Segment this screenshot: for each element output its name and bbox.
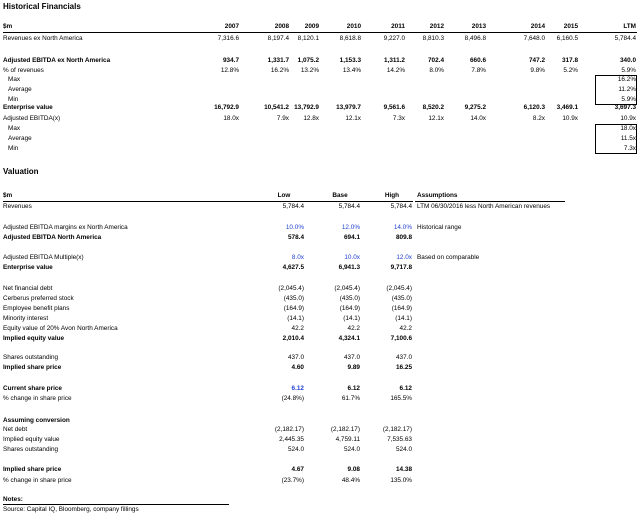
val-col-header: High [384, 192, 400, 199]
val-row-label: Adjusted EBITDA North America [3, 234, 102, 241]
hist-value: 5.2% [563, 67, 578, 74]
val-value: 809.8 [396, 234, 412, 241]
val-row-label: Adjusted EBITDA margins ex North America [3, 224, 128, 231]
stat-value: 18.0x [620, 125, 636, 132]
val-value: 437.0 [288, 354, 304, 361]
val-value: 135.0% [390, 477, 412, 484]
hist-value: 10.9x [562, 115, 578, 122]
val-value: 42.2 [347, 325, 360, 332]
val-value: (164.9) [283, 305, 304, 312]
val-value: 2,445.35 [279, 436, 304, 443]
val-value: (164.9) [391, 305, 412, 312]
hist-value: 16,792.9 [214, 104, 239, 111]
hist-value: 7.9x [276, 115, 289, 122]
val-value: (23.7%) [281, 477, 304, 484]
year-header: 2007 [224, 23, 239, 30]
val-value: 42.2 [291, 325, 304, 332]
val-value: (14.1) [343, 315, 360, 322]
stat-label: Max [8, 125, 21, 132]
valuation-title: Valuation [3, 167, 39, 176]
val-value: (24.8%) [281, 395, 304, 402]
val-value: 12.0% [341, 224, 360, 231]
val-value: 4,759.11 [335, 436, 360, 443]
val-value: 437.0 [344, 354, 360, 361]
val-value: 5,784.4 [282, 203, 304, 210]
assumption-text: Based on comparable [417, 254, 480, 261]
hist-value: 8,197.4 [267, 35, 289, 42]
val-value: 10.0x [344, 254, 360, 261]
hist-row-label: Revenues ex North America [3, 35, 83, 42]
val-value: 7,100.6 [390, 335, 412, 342]
notes-rule [3, 504, 229, 505]
val-value: 9.08 [347, 466, 360, 473]
year-header: 2014 [530, 23, 545, 30]
assuming-conversion-label: Assuming conversion [3, 417, 70, 424]
val-row-label: Shares outstanding [3, 446, 59, 453]
year-header: 2011 [391, 23, 405, 30]
stat-label: Min [8, 96, 19, 103]
hist-value: 12.8% [220, 67, 239, 74]
hist-value: 1,311.2 [384, 57, 405, 64]
hist-value: 12.8x [303, 115, 319, 122]
hist-value: 8,520.2 [422, 104, 444, 111]
hist-value: 9,227.0 [383, 35, 405, 42]
val-row-label: Shares outstanding [3, 354, 59, 361]
val-header-rule [3, 201, 413, 202]
hist-value: 7.3x [392, 115, 405, 122]
val-value: 4.67 [291, 466, 304, 473]
hist-value: 8.0% [429, 67, 444, 74]
hist-value: 13,792.9 [294, 104, 319, 111]
year-header: 2010 [346, 23, 361, 30]
stat-value: 11.5x [620, 135, 636, 142]
val-row-label: Net debt [3, 426, 28, 433]
hist-value: 13.2% [300, 67, 319, 74]
val-value: 10.0% [285, 224, 304, 231]
year-header: 2012 [429, 23, 444, 30]
val-value: 48.4% [341, 477, 360, 484]
hist-value: 9,561.6 [383, 104, 405, 111]
hist-value: 12.1x [428, 115, 444, 122]
val-value: 7,535.63 [387, 436, 412, 443]
val-row-label: Adjusted EBITDA Multiple(x) [3, 254, 84, 261]
val-value: 4,627.5 [282, 264, 304, 271]
notes-title: Notes: [3, 496, 23, 503]
val-value: (14.1) [287, 315, 304, 322]
val-value: (435.0) [339, 295, 360, 302]
hist-value: 14.0x [470, 115, 486, 122]
val-value: 5,784.4 [338, 203, 360, 210]
val-value: 165.5% [390, 395, 412, 402]
val-value: 524.0 [288, 446, 304, 453]
hist-row-label: Adjusted EBITDA(x) [3, 115, 61, 122]
year-header: 2013 [471, 23, 486, 30]
hist-value: 16.2% [270, 67, 289, 74]
hist-value: 5.9% [621, 67, 636, 74]
val-value: 9.89 [347, 364, 360, 371]
val-row-label: % change in share price [3, 395, 72, 402]
val-row-label: Revenues [3, 203, 32, 210]
year-header: 2015 [563, 23, 578, 30]
stat-label: Max [8, 76, 21, 83]
assumption-text: Historical range [417, 224, 462, 231]
stat-label: Average [8, 86, 32, 93]
stat-value: 16.2% [617, 76, 636, 83]
hist-value: 8,120.1 [297, 35, 319, 42]
hist-value: 12.1x [345, 115, 361, 122]
hist-value: 6,120.3 [523, 104, 545, 111]
hist-value: 934.7 [223, 57, 239, 64]
hist-row-label: Enterprise value [3, 104, 53, 111]
assumption-text: LTM 06/30/2016 less North American revenues [417, 203, 551, 210]
stat-label: Min [8, 145, 19, 152]
hist-value: 5,784.4 [614, 35, 636, 42]
hist-value: 702.4 [428, 57, 444, 64]
margin-stats-box [595, 75, 637, 105]
hist-value: 1,153.3 [339, 57, 361, 64]
hist-row-label: % of revenues [3, 67, 44, 74]
stat-value: 11.2% [618, 86, 636, 93]
val-value: (164.9) [339, 305, 360, 312]
val-value: 14.0% [393, 224, 412, 231]
hist-value: 8.2x [532, 115, 545, 122]
hist-row-label: Adjusted EBITDA ex North America [3, 57, 111, 64]
hist-unit: $m [3, 23, 13, 30]
val-row-label: Implied share price [3, 466, 62, 473]
val-row-label: Cerberus preferred stock [3, 295, 74, 302]
val-col-header: Low [277, 192, 291, 199]
val-value: (14.1) [395, 315, 412, 322]
val-row-label: Net financial debt [3, 285, 53, 292]
stat-label: Average [8, 135, 32, 142]
val-row-label: Employee benefit plans [3, 305, 70, 312]
hist-value: 6,160.5 [556, 35, 578, 42]
stat-value: 5.9% [621, 96, 636, 103]
hist-value: 1,331.7 [267, 57, 289, 64]
val-row-label: Implied share price [3, 364, 62, 371]
year-header: 2009 [304, 23, 319, 30]
val-value: (2,182.17) [274, 426, 304, 433]
val-value: 6.12 [291, 385, 304, 392]
val-row-label: Current share price [3, 385, 62, 392]
val-value: 42.2 [399, 325, 412, 332]
hist-value: 9,275.2 [464, 104, 486, 111]
hist-value: 13.4% [342, 67, 361, 74]
hist-value: 317.8 [562, 57, 578, 64]
hist-value: 3,469.1 [556, 104, 578, 111]
val-row-label: Minority interest [3, 315, 49, 322]
year-header: 2008 [274, 23, 289, 30]
hist-value: 747.2 [529, 57, 545, 64]
hist-value: 9.8% [530, 67, 545, 74]
val-value: (2,182.17) [330, 426, 360, 433]
val-value: 694.1 [344, 234, 360, 241]
hist-value: 8,618.8 [339, 35, 361, 42]
hist-value: 8,496.8 [464, 35, 486, 42]
val-value: (435.0) [391, 295, 412, 302]
hist-value: 7.8% [471, 67, 486, 74]
hist-value: 8,810.3 [422, 35, 444, 42]
assumptions-header: Assumptions [417, 192, 458, 199]
hist-value: 1,075.2 [297, 57, 319, 64]
val-value: 9,717.8 [390, 264, 412, 271]
hist-value: 14.2% [386, 67, 405, 74]
val-col-header: Base [332, 192, 348, 199]
hist-header-rule [3, 32, 637, 33]
val-row-label: Equity value of 20% Avon North America [3, 325, 118, 332]
hist-value: 3,697.3 [614, 104, 636, 111]
val-value: (2,045.4) [334, 285, 360, 292]
hist-value: 18.0x [223, 115, 239, 122]
hist-value: 10,541.2 [264, 104, 289, 111]
val-row-label: % change in share price [3, 477, 72, 484]
val-value: (2,045.4) [386, 285, 412, 292]
hist-value: 7,316.6 [217, 35, 239, 42]
val-value: (435.0) [283, 295, 304, 302]
val-value: 5,784.4 [390, 203, 412, 210]
val-value: 4,324.1 [338, 335, 360, 342]
val-row-label: Implied equity value [3, 436, 60, 443]
multiple-stats-box [595, 124, 637, 154]
val-value: 61.7% [341, 395, 360, 402]
val-value: 524.0 [344, 446, 360, 453]
hist-value: 7,648.0 [523, 35, 545, 42]
val-value: 6.12 [399, 385, 412, 392]
val-value: 578.4 [288, 234, 304, 241]
val-row-label: Implied equity value [3, 335, 65, 342]
val-value: 2,010.4 [282, 335, 304, 342]
historical-title: Historical Financials [3, 2, 81, 11]
val-value: (2,182.17) [382, 426, 412, 433]
val-value: (2,045.4) [278, 285, 304, 292]
val-value: 16.25 [396, 364, 412, 371]
source-text: Source: Capital IQ, Bloomberg, company fillings [3, 506, 139, 513]
val-value: 12.0x [396, 254, 412, 261]
val-value: 6.12 [347, 385, 360, 392]
val-value: 8.0x [291, 254, 304, 261]
year-header: LTM [623, 23, 636, 30]
hist-value: 340.0 [620, 57, 636, 64]
val-row-label: Enterprise value [3, 264, 53, 271]
hist-value: 10.9x [620, 115, 636, 122]
val-value: 524.0 [396, 446, 412, 453]
assumptions-header-rule [415, 201, 565, 202]
val-value: 437.0 [396, 354, 412, 361]
val-value: 4.60 [291, 364, 304, 371]
val-unit: $m [3, 192, 13, 199]
val-value: 14.38 [396, 466, 412, 473]
hist-value: 660.6 [470, 57, 486, 64]
stat-value: 7.3x [623, 145, 636, 152]
hist-value: 13,979.7 [336, 104, 361, 111]
val-value: 6,941.3 [338, 264, 360, 271]
